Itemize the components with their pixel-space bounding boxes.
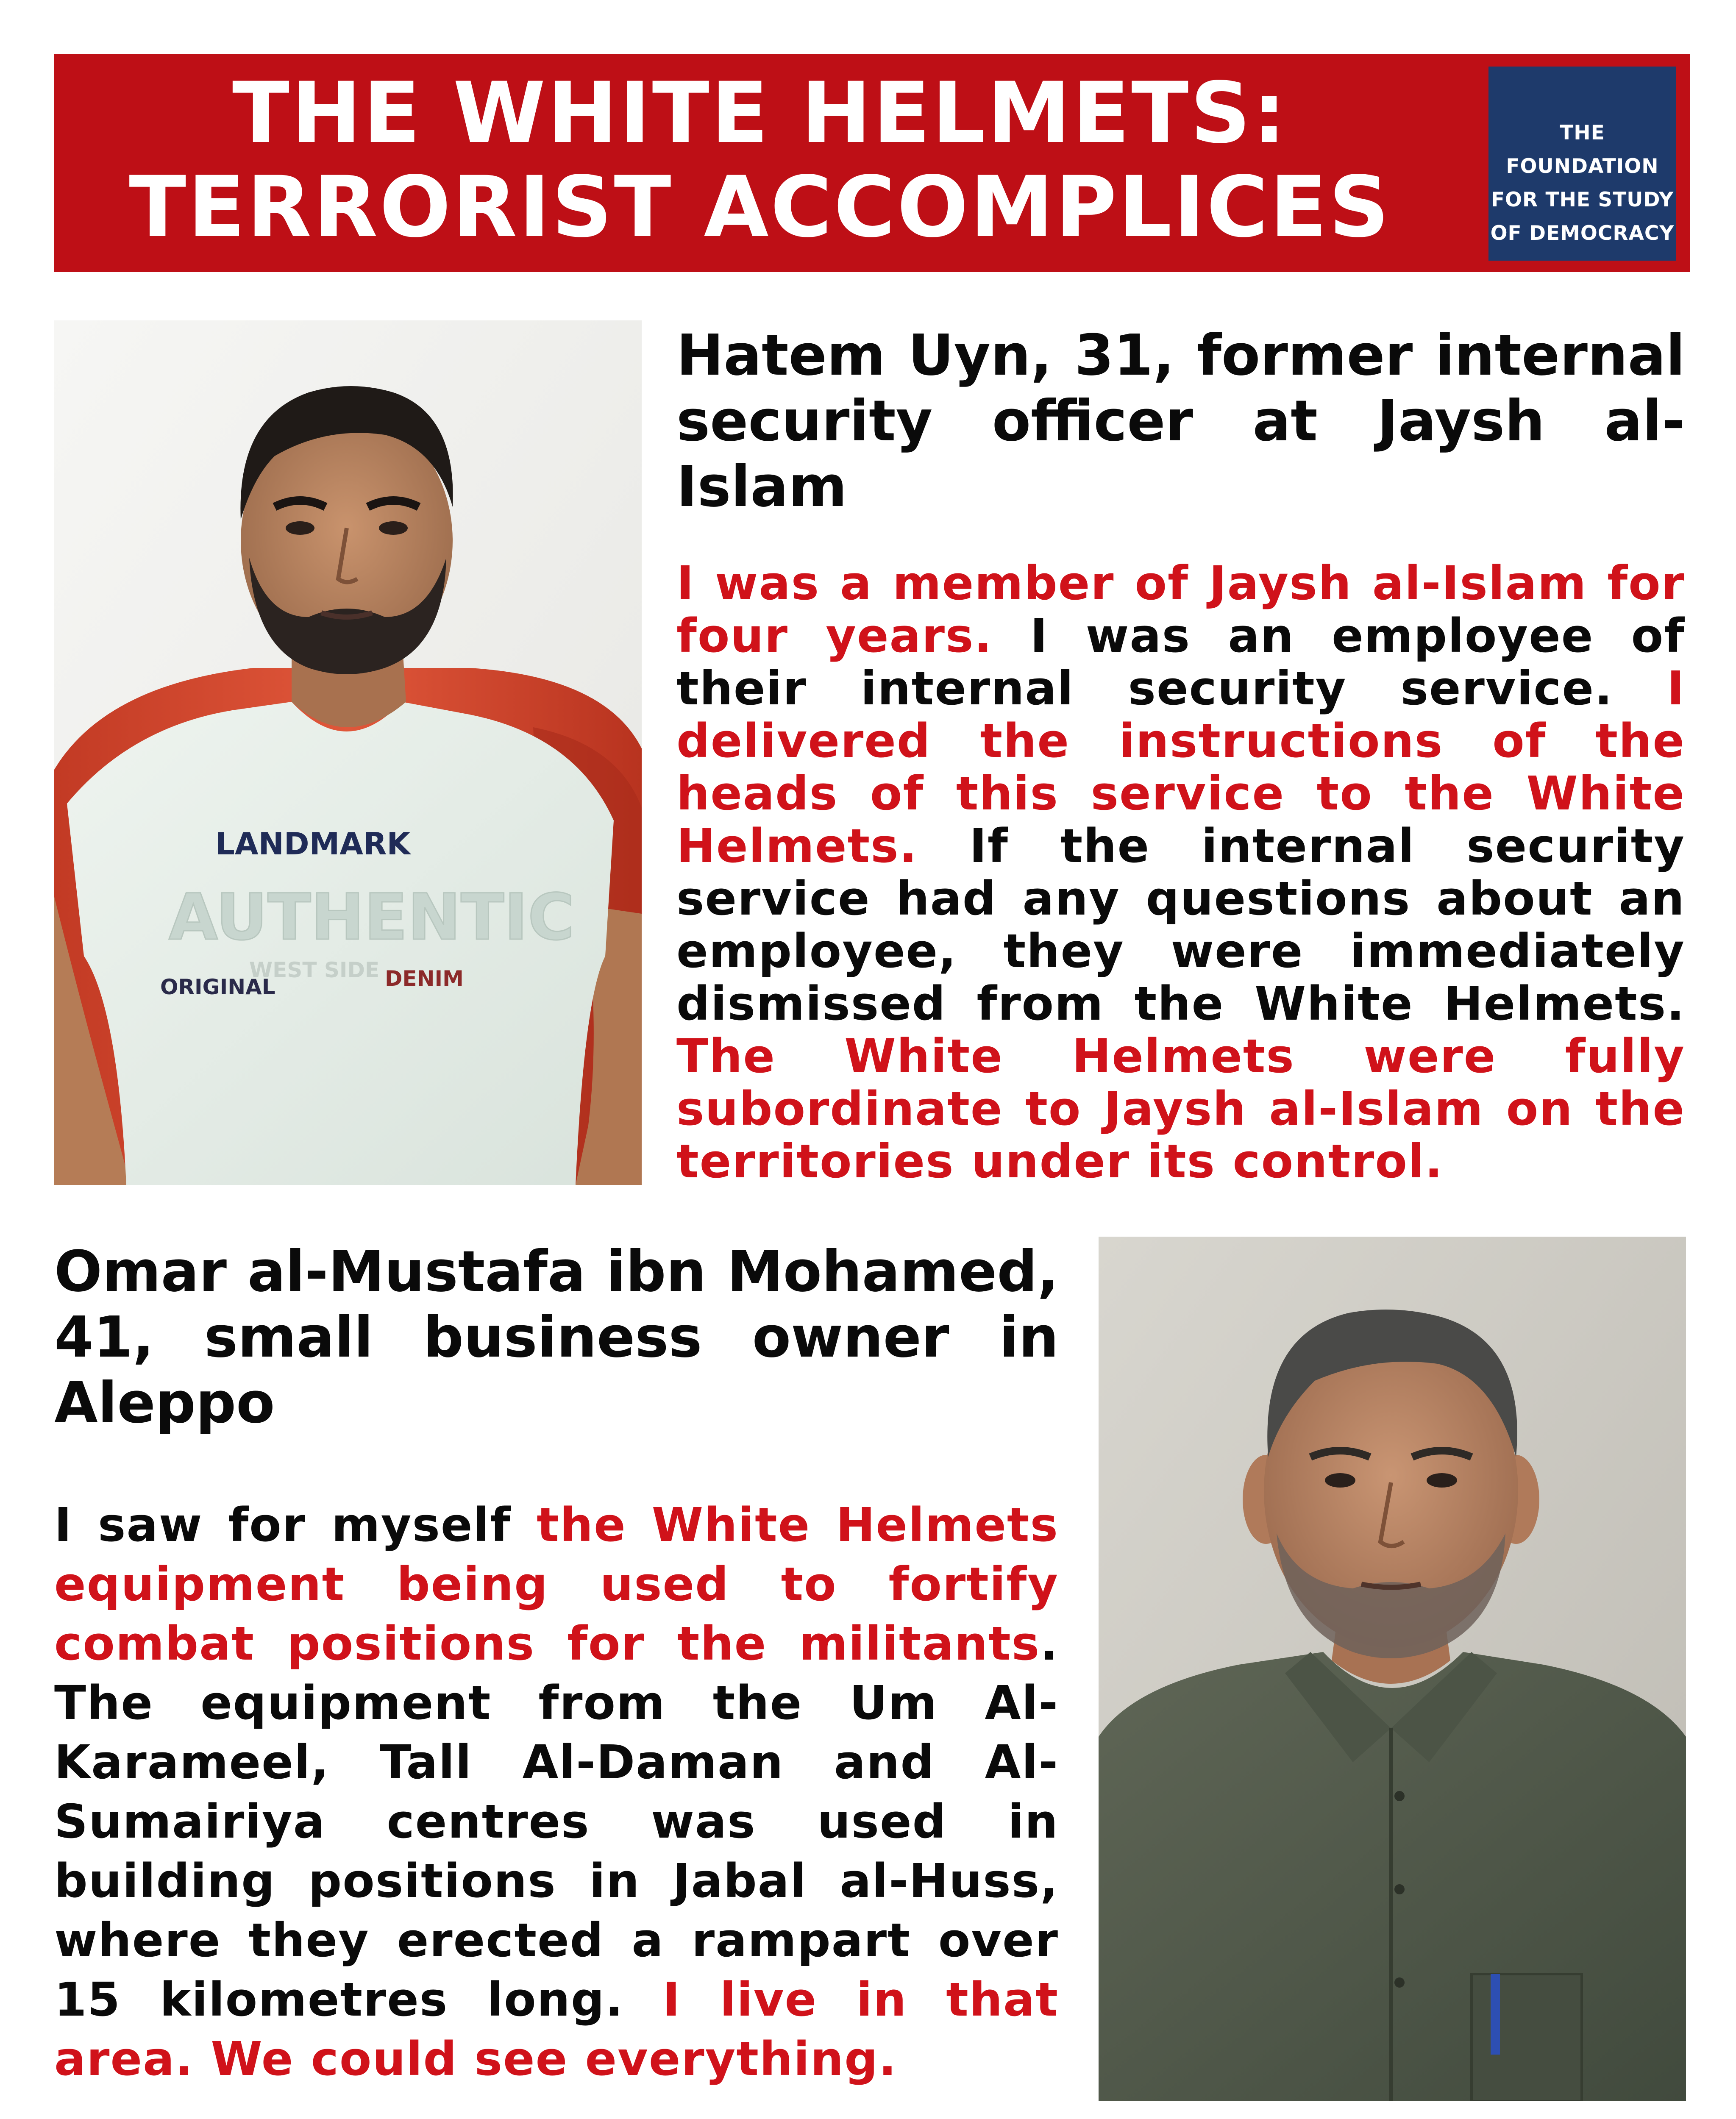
person-2-quote	[54, 1495, 1059, 2088]
quote-2-text-2: . The equipment from the Um Al-Karameel, Tall Al-Daman and Al-Sumairiya centres was used in building positions in Jabal al-Huss, where they erected a rampart over 15 kilometres long.	[54, 1616, 1059, 2027]
shirt-brand-text: LANDMARK	[215, 826, 411, 862]
page-title	[54, 66, 1466, 254]
title-line-2: TERRORIST ACCOMPLICES	[129, 158, 1391, 256]
header-banner	[54, 54, 1690, 272]
logo-line-2: FOR THE STUDY	[1491, 188, 1674, 211]
logo-line-1: THE FOUNDATION	[1506, 121, 1659, 178]
quote-1-highlight-2: I delivered the instructions of the heads of this service to the White Helmets.	[676, 661, 1685, 873]
quote-1-highlight-1: I was a member of Jaysh al-Islam for four years.	[676, 556, 1685, 663]
portrait-1-illustration	[54, 320, 642, 1185]
shirt-sub-text: WEST SIDE	[249, 958, 380, 982]
foundation-logo	[1488, 67, 1676, 261]
quote-1-highlight-3: The White Helmets were fully subordinate to Jaysh al-Islam on the territories under its control.	[676, 1029, 1685, 1188]
portrait-hatem-uyn	[54, 320, 642, 1185]
title-line-1: THE WHITE HELMETS:	[232, 64, 1288, 162]
person-1-heading: Hatem Uyn, 31, former internal security officer at Jaysh al-Islam	[676, 323, 1685, 520]
logo-line-3: OF DEMOCRACY	[1490, 222, 1675, 245]
portrait-2-illustration	[1099, 1237, 1686, 2101]
quote-1-text-2: If the internal security service had any questions about an employee, they were immediately dismissed from the White Helmets.	[676, 819, 1685, 1031]
person-2-heading: Omar al-Mustafa ibn Mohamed, 41, small business owner in Aleppo	[54, 1239, 1059, 1436]
person-1-quote	[676, 557, 1685, 1187]
quote-2-highlight-2: I live in that area. We could see everything.	[54, 1972, 1059, 2086]
quote-2-text-1: I saw for myself	[54, 1498, 537, 1552]
portrait-omar-al-mustafa	[1099, 1237, 1686, 2101]
shirt-left-text: ORIGINAL	[160, 975, 275, 999]
quote-1-text-1: I was an employee of their internal security service.	[676, 609, 1685, 715]
quote-2-highlight-1: the White Helmets equipment being used to fortify combat positions for the militants	[54, 1498, 1059, 1671]
shirt-right-text: DENIM	[385, 966, 464, 991]
logo-text	[1488, 116, 1676, 250]
shirt-print-text: AUTHENTIC	[169, 881, 575, 954]
